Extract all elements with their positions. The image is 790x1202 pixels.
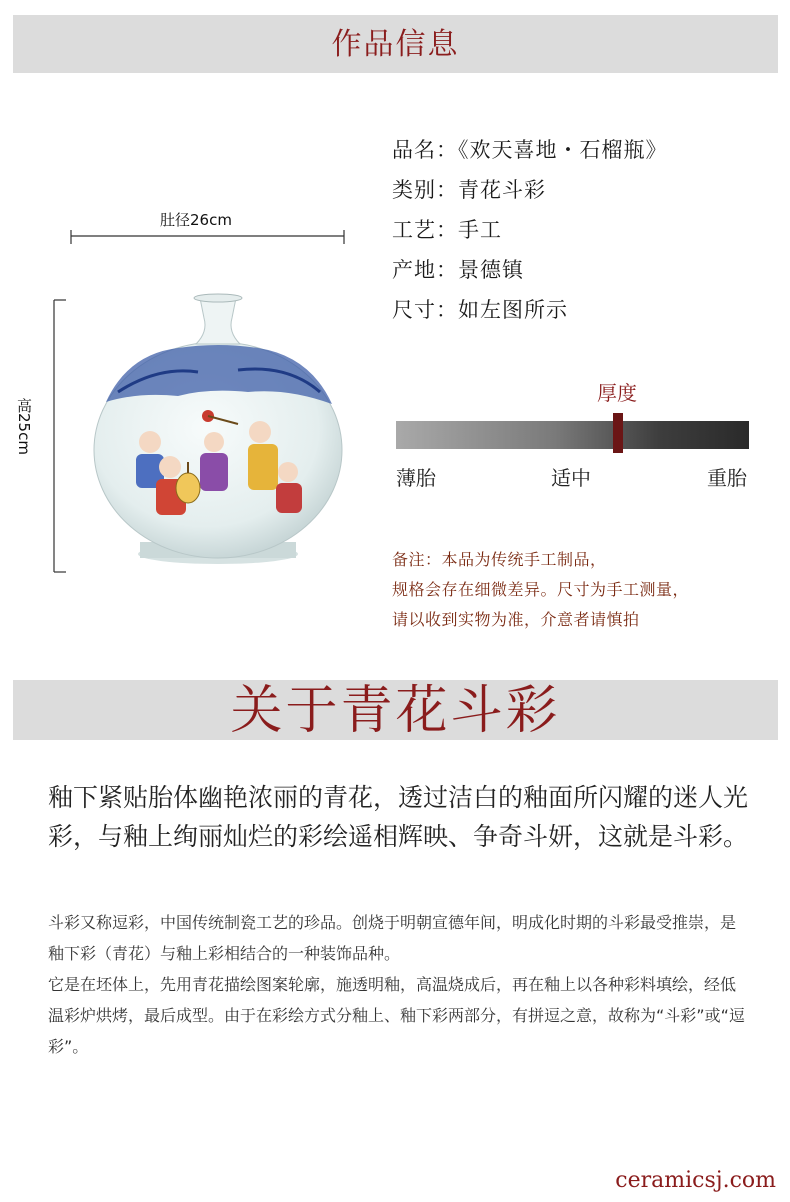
body-paragraph-1: 斗彩又称逗彩，中国传统制瓷工艺的珍品。创烧于明朝宣德年间，明成化时期的斗彩最受推崇，是釉下彩（青花）与釉上彩相结合的一种装饰品种。 [48,913,737,963]
thickness-label-medium: 适中 [551,466,591,490]
section-banner-about [13,680,778,740]
body-text [48,907,748,1062]
thickness-title: 厚度 [597,381,637,405]
width-dimension-line [71,230,344,244]
width-dimension-label: 肚径26cm [160,211,232,229]
lead-paragraph: 釉下紧贴胎体幽艳浓丽的青花，透过洁白的釉面所闪耀的迷人光彩，与釉上绚丽灿烂的彩绘遥相辉映、争奇斗妍，这就是斗彩。 [48,783,749,851]
spec-category: 类别：青花斗彩 [392,178,546,202]
spec-name: 品名：《欢天喜地・石榴瓶》 [392,138,668,162]
note-line-3: 请以收到实物为准，介意者请慎拍 [392,610,640,629]
spec-size: 尺寸：如左图所示 [392,298,568,322]
vase-image [88,292,348,574]
thickness-label-heavy: 重胎 [707,466,747,490]
section-title-about: 关于青花斗彩 [230,681,561,741]
watermark-text: ceramicsj.com [615,1168,776,1193]
thickness-marker [613,413,623,453]
thickness-bar [396,421,749,449]
section-title-info: 作品信息 [331,27,460,62]
spec-origin: 产地：景德镇 [392,258,524,282]
height-dimension-label: 高25cm [15,398,33,455]
thickness-label-thin: 薄胎 [396,466,436,490]
note-line-1: 备注：本品为传统手工制品， [392,550,607,569]
note-line-2: 规格会存在细微差异。尺寸为手工测量， [392,580,690,599]
body-paragraph-2: 它是在坯体上，先用青花描绘图案轮廓，施透明釉，高温烧成后，再在釉上以各种彩料填绘，经低温彩炉烘烤，最后成型。由于在彩绘方式分釉上、釉下彩两部分，有拼逗之意，故称为“斗彩”或“逗彩”。 [48,975,745,1056]
spec-craft: 工艺：手工 [392,218,502,242]
height-dimension-line [54,300,66,572]
